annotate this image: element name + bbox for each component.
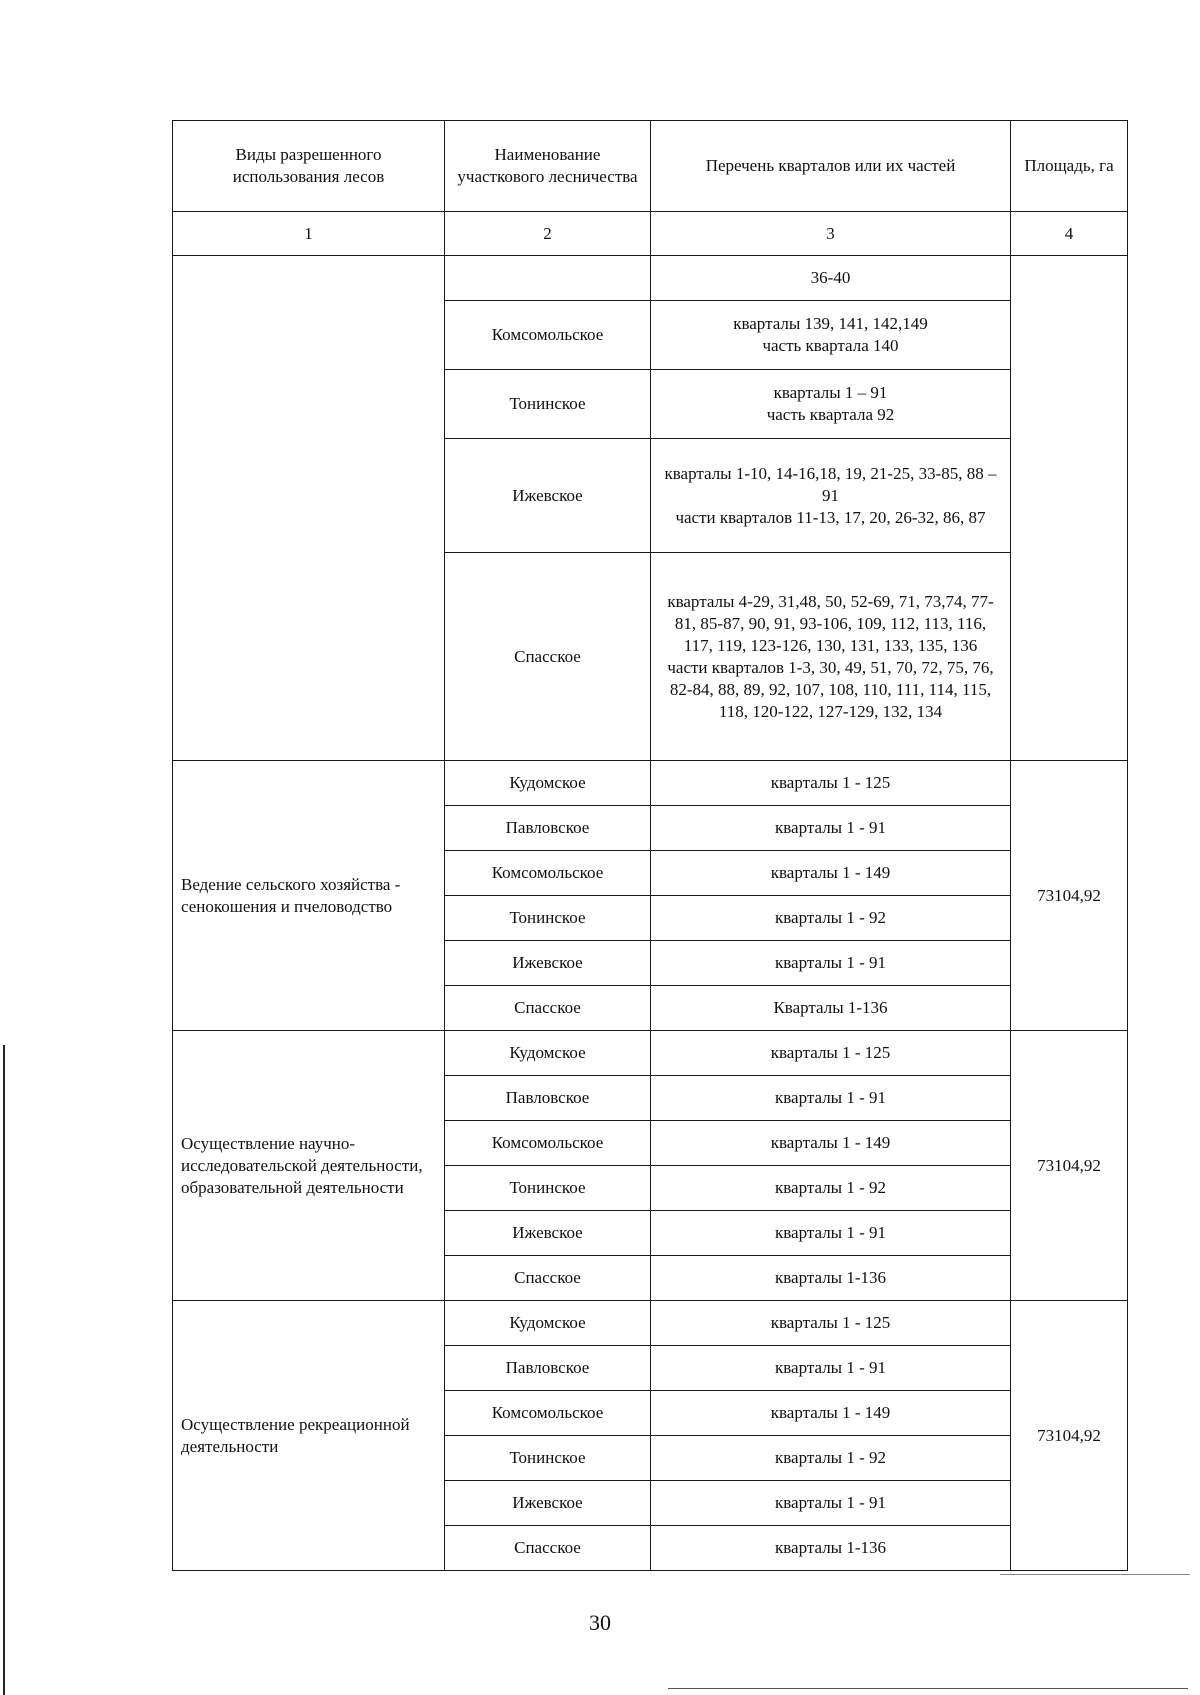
quarters-cell (651, 370, 1011, 439)
district-cell: Спасское (445, 1256, 651, 1301)
header-district-name: Наименование участкового лесничества (445, 121, 651, 212)
quarters-cell: кварталы 1 - 92 (651, 1166, 1011, 1211)
district-cell: Спасское (445, 986, 651, 1031)
scan-edge-line (3, 1045, 5, 1695)
district-cell: Спасское (445, 1526, 651, 1571)
column-number: 3 (651, 212, 1011, 256)
page-number: 30 (589, 1610, 611, 1635)
quarters-text: кварталы 139, 141, 142,149 часть квартала 140 (733, 314, 928, 355)
quarters-cell: кварталы 1 - 91 (651, 1481, 1011, 1526)
column-number: 4 (1011, 212, 1128, 256)
column-number-row (173, 212, 1128, 256)
quarters-cell (651, 439, 1011, 553)
district-cell: Тонинское (445, 1436, 651, 1481)
header-usage-type: Виды разрешенного использования лесов (173, 121, 445, 212)
quarters-cell: кварталы 1 - 91 (651, 1211, 1011, 1256)
quarters-cell: кварталы 1-136 (651, 1526, 1011, 1571)
usage-cell-empty (173, 256, 445, 761)
column-number: 2 (445, 212, 651, 256)
quarters-text: кварталы 1-10, 14-16,18, 19, 21-25, 33-85, 88 – 91 части кварталов 11-13, 17, 20, 26-32, 86, 87 (664, 463, 997, 527)
district-cell: Кудомское (445, 761, 651, 806)
quarters-cell: кварталы 1 - 92 (651, 1436, 1011, 1481)
quarters-cell: кварталы 1 - 91 (651, 941, 1011, 986)
area-cell: 73104,92 (1011, 761, 1128, 1031)
district-cell: Ижевское (445, 1211, 651, 1256)
district-cell (445, 256, 651, 301)
district-cell: Ижевское (445, 1481, 651, 1526)
district-cell: Ижевское (445, 439, 651, 553)
quarters-cell: кварталы 1-136 (651, 1256, 1011, 1301)
quarters-cell: 36-40 (651, 256, 1011, 301)
district-cell: Тонинское (445, 370, 651, 439)
quarters-text: кварталы 1 – 91 часть квартала 92 (766, 383, 895, 424)
table-row (173, 1301, 1128, 1346)
quarters-cell: кварталы 1 - 125 (651, 1301, 1011, 1346)
quarters-cell: Кварталы 1-136 (651, 986, 1011, 1031)
column-number: 1 (173, 212, 445, 256)
area-cell: 73104,92 (1011, 1031, 1128, 1301)
district-cell: Спасское (445, 553, 651, 761)
quarters-text: кварталы 4-29, 31,48, 50, 52-69, 71, 73,74, 77-81, 85-87, 90, 91, 93-106, 109, 112, 113, 116, 117, 119, 123-126, 130, 131, 133, 135, 136 части кварталов 1-3, 30, 49, 51, 70, 72, 75, 76, 82-84, 88, 89, 92, 107, 108, 110, 111, 114, 115, 118, 120-122, 127-129, 132, 134 (667, 591, 994, 721)
quarters-cell (651, 553, 1011, 761)
district-cell: Павловское (445, 806, 651, 851)
quarters-cell: кварталы 1 - 91 (651, 1076, 1011, 1121)
district-cell: Павловское (445, 1346, 651, 1391)
table-row (173, 761, 1128, 806)
quarters-cell: кварталы 1 - 125 (651, 761, 1011, 806)
district-cell: Комсомольское (445, 851, 651, 896)
quarters-cell (651, 301, 1011, 370)
district-cell: Кудомское (445, 1301, 651, 1346)
area-cell: 73104,92 (1011, 1301, 1128, 1571)
table-row (173, 256, 1128, 301)
usage-type-cell: Осуществление рекреационной деятельности (173, 1301, 445, 1571)
district-cell: Павловское (445, 1076, 651, 1121)
usage-type-cell: Осуществление научно-исследовательской деятельности, образовательной деятельности (173, 1031, 445, 1301)
scan-edge-line (668, 1688, 1188, 1689)
district-cell: Комсомольское (445, 1391, 651, 1436)
quarters-cell: кварталы 1 - 149 (651, 1391, 1011, 1436)
district-cell: Комсомольское (445, 301, 651, 370)
header-row (173, 121, 1128, 212)
quarters-cell: кварталы 1 - 125 (651, 1031, 1011, 1076)
district-cell: Комсомольское (445, 1121, 651, 1166)
table-row (173, 1031, 1128, 1076)
district-cell: Ижевское (445, 941, 651, 986)
district-cell: Тонинское (445, 1166, 651, 1211)
usage-type-cell: Ведение сельского хозяйства - сенокошения и пчеловодство (173, 761, 445, 1031)
quarters-cell: кварталы 1 - 91 (651, 806, 1011, 851)
quarters-cell: кварталы 1 - 91 (651, 1346, 1011, 1391)
area-cell-empty (1011, 256, 1128, 761)
district-cell: Тонинское (445, 896, 651, 941)
quarters-cell: кварталы 1 - 92 (651, 896, 1011, 941)
scan-edge-line (1000, 1574, 1190, 1575)
district-cell: Кудомское (445, 1031, 651, 1076)
quarters-cell: кварталы 1 - 149 (651, 851, 1011, 896)
forest-use-table (172, 120, 1128, 1571)
quarters-cell: кварталы 1 - 149 (651, 1121, 1011, 1166)
header-quarters-list: Перечень кварталов или их частей (651, 121, 1011, 212)
header-area: Площадь, га (1011, 121, 1128, 212)
